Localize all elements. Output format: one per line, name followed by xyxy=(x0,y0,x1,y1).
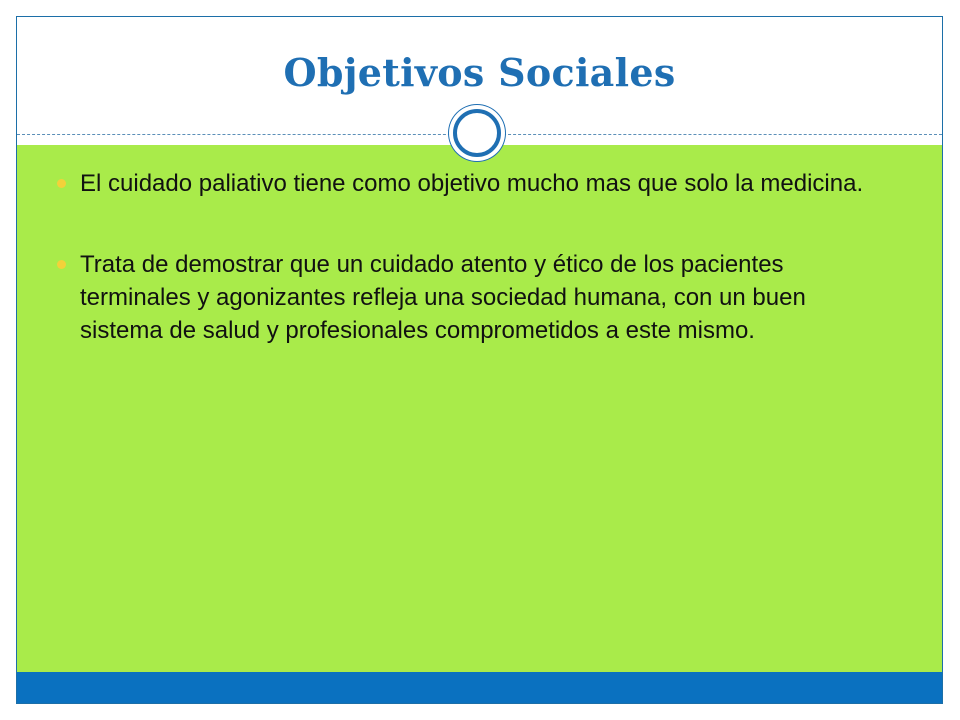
slide-title: Objetivos Sociales xyxy=(283,50,676,95)
slide-frame xyxy=(16,16,943,704)
bullet-item xyxy=(80,167,882,200)
bullet-text: El cuidado paliativo tiene como objetivo mucho mas que solo la medicina. xyxy=(80,170,864,197)
bullet-list xyxy=(17,167,942,347)
bullet-dot-icon xyxy=(57,179,66,188)
bottom-bar xyxy=(17,672,942,704)
ring-icon xyxy=(453,109,501,157)
bullet-item xyxy=(80,248,882,347)
bullet-text: Trata de demostrar que un cuidado atento y ético de los pacientes terminales y agonizantes refleja una sociedad humana, con un buen sistema de salud y profesionales comprometidos a este mismo. xyxy=(80,251,806,344)
bullet-dot-icon xyxy=(57,260,66,269)
